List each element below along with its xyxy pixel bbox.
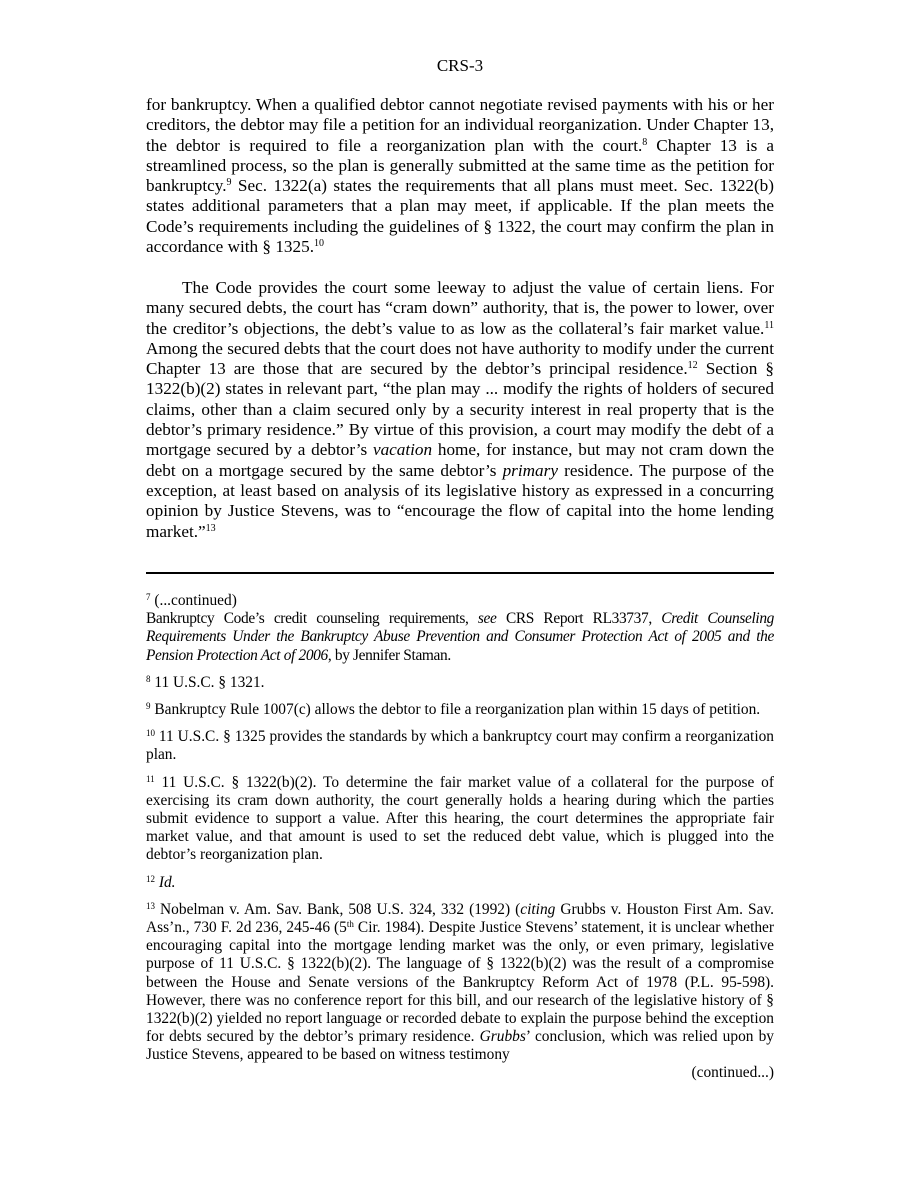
body-paragraph-1 — [146, 95, 774, 257]
footnote-10 — [146, 728, 774, 764]
footnote-7-number: 7 — [146, 592, 151, 602]
para2-text-4: home, for instance, but may not cram down the debt on a mortgage secured by the same debtor’s — [146, 440, 774, 480]
footnote-13-body — [146, 901, 774, 1065]
footnote-7-text-3: , by Jennifer Staman. — [327, 646, 451, 664]
footnote-7-see: see — [477, 610, 497, 628]
para2-text-3: Section § 1322(b)(2) states in relevant part, “the plan may ... modify the rights of holders of secured claims, other than a claim secured only by a security interest in real property that is the debtor’s primary residence.” By virtue of this provision, a court may modify the debt of a mortgage secured by a debtor’s — [146, 359, 774, 460]
footnote-11-text: 11 U.S.C. § 1322(b)(2). To determine the fair market value of a collateral for the purpose of exercising its cram down authority, the court generally holds a hearing during which the parties submit evidence to support a value. After this hearing, the court determines the appropriate fair market value, and that amount is used to set the reduced debt value, which is plugged into the debtor’s reorganization plan. — [146, 773, 774, 864]
footnote-13 — [146, 901, 774, 1082]
footnote-13-citing: citing — [520, 900, 556, 918]
footnote-9-text: Bankruptcy Rule 1007(c) allows the debtor to file a reorganization plan within 15 days of petition. — [150, 701, 761, 719]
footnote-12 — [146, 874, 774, 892]
para1-text-2: Chapter 13 is a streamlined process, so the plan is generally submitted at the same time as the petition for bankruptcy. — [146, 135, 774, 196]
footnote-8-text: 11 U.S.C. § 1321. — [150, 673, 265, 691]
footnote-7-text-2: CRS Report RL33737, — [496, 610, 662, 628]
footnote-8 — [146, 674, 774, 692]
footnote-ref-12[interactable]: 12 — [687, 360, 698, 372]
footnote-ref-13[interactable]: 13 — [205, 522, 216, 534]
footnote-7-body — [146, 610, 774, 665]
footnote-13-text-1: Nobelman v. Am. Sav. Bank, 508 U.S. 324, 332 (1992) ( — [155, 900, 521, 918]
para1-text-1: for bankruptcy. When a qualified debtor cannot negotiate revised payments with his or her creditors, the debtor may file a petition for an individual reorganization. Under Chapter 13, the debtor is required to file a reorganization plan with the court. — [146, 95, 774, 155]
para2-text-2: Among the secured debts that the court does not have authority to modify under the current Chapter 13 are those that are secured by the debtor’s principal residence. — [146, 338, 774, 379]
page-header: CRS-3 — [436, 56, 484, 75]
footnote-7 — [146, 592, 774, 665]
footnote-11-number: 11 — [146, 773, 155, 784]
emphasis-vacation: vacation — [372, 440, 433, 460]
para1-text-3: Sec. 1322(a) states the requirements that all plans must meet. Sec. 1322(b) states additional parameters that a plan may meet, if applicable. If the plan meets the Code’s requirements including the guidelines of § 1322, the court may confirm the plan in accordance with § 1325. — [146, 176, 774, 257]
continued-marker: (continued...) — [691, 1063, 774, 1081]
body-paragraph-2 — [146, 278, 774, 542]
footnote-13-text-2: Grubbs v. Houston First Am. Sav. Ass’n., 730 F. 2d 236, 245-46 (5 — [146, 900, 774, 937]
footnote-13-ordinal: th — [346, 919, 354, 930]
footnote-12-text: Id. — [158, 873, 176, 891]
footnotes — [146, 592, 774, 1091]
footnote-9-number: 9 — [146, 701, 151, 712]
footnote-13-text-4: ’ conclusion, which was relied upon by Justice Stevens, appeared to be based on witness testimony — [146, 1028, 775, 1064]
footnote-7-report-title: Credit Counseling Requirements Under the Bankruptcy Abuse Prevention and Consumer Protection Act of 2005 and the Pension Protection Act of 2006 — [146, 610, 775, 664]
footnote-13-number: 13 — [146, 900, 155, 911]
footnote-10-number: 10 — [146, 728, 155, 739]
footnote-11 — [146, 774, 774, 865]
footnote-8-number: 8 — [146, 673, 151, 684]
footnote-7-continued-line — [146, 592, 774, 610]
emphasis-primary: primary — [502, 460, 558, 480]
footnote-7-text-1: Bankruptcy Code’s credit counseling requirements, — [146, 610, 478, 628]
footnote-9 — [146, 701, 774, 719]
footnote-ref-10[interactable]: 10 — [314, 238, 324, 250]
footnote-13-grubbs: Grubbs — [479, 1028, 526, 1046]
footnote-ref-8[interactable]: 8 — [642, 136, 648, 148]
footnote-ref-9[interactable]: 9 — [226, 177, 232, 189]
footnote-ref-11[interactable]: 11 — [764, 319, 774, 331]
footnote-12-number: 12 — [146, 873, 155, 884]
footnote-10-text: 11 U.S.C. § 1325 provides the standards by which a bankruptcy court may confirm a reorganization plan. — [146, 728, 774, 764]
footnote-7-contd-label: (...continued) — [150, 592, 237, 609]
para2-text-5: residence. The purpose of the exception, at least based on analysis of its legislative history as expressed in a concurring opinion by Justice Stevens, was to “encourage the flow of capital into the home lending market.” — [146, 460, 774, 541]
para2-text-1: The Code provides the court some leeway to adjust the value of certain liens. For many secured debts, the court has “cram down” authority, that is, the power to lower, over the creditor’s objections, the debt’s value to as low as the collateral’s fair market value. — [146, 278, 774, 338]
footnote-13-text-3: Cir. 1984). Despite Justice Stevens’ statement, it is unclear whether encouraging capital into the mortgage lending market was the only, or even primary, legislative purpose of 11 U.S.C. § 1322(b)(2). The language of § 1322(b)(2) was the result of a compromise between the House and Senate versions of the Bankruptcy Reform Act of 1978 (P.L. 95-598). However, there was no conference report for this bill, and our research of the legislative history of § 1322(b)(2) yielded no report language or recorded debate to explain the purpose behind the exception for debts secured by the debtor’s primary residence. — [146, 919, 774, 1046]
footnote-divider — [146, 572, 774, 574]
